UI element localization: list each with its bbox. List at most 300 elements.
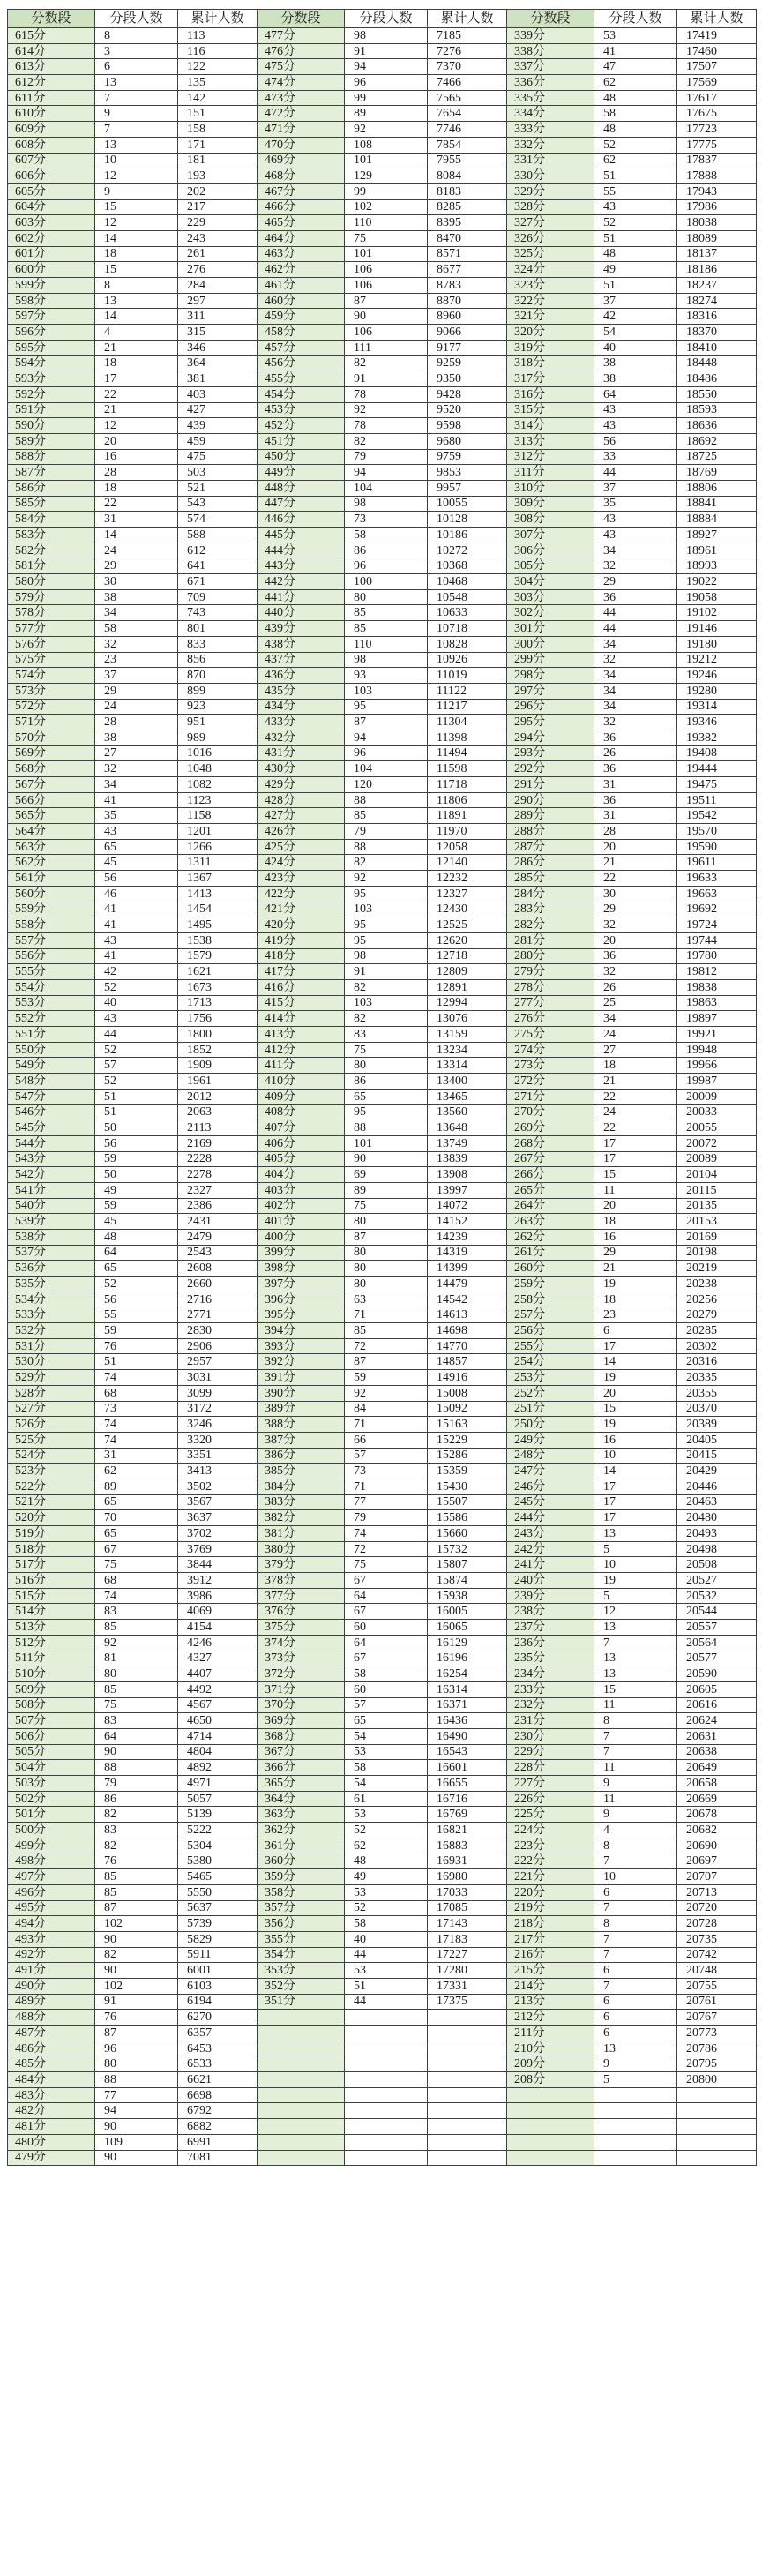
cumulative-cell-col3: 17617 <box>677 90 757 106</box>
score-cell-col1: 615分 <box>8 28 95 44</box>
count-cell-col1: 13 <box>95 293 178 309</box>
cumulative-cell-col2: 9066 <box>428 325 507 341</box>
cumulative-cell-col3: 20446 <box>677 1479 757 1494</box>
score-cell-col3: 238分 <box>507 1604 594 1620</box>
score-cell-col3: 293分 <box>507 745 594 761</box>
cumulative-cell-col2: 15229 <box>428 1432 507 1448</box>
cumulative-cell-col3: 20072 <box>677 1135 757 1151</box>
count-cell-col2: 82 <box>345 356 428 371</box>
cumulative-cell-col1: 743 <box>178 605 258 621</box>
cumulative-cell-col3: 20544 <box>677 1604 757 1620</box>
score-cell-col3: 322分 <box>507 293 594 309</box>
score-cell-col2: 439分 <box>258 621 345 637</box>
count-cell-col3: 48 <box>594 122 677 138</box>
score-cell-col3: 217分 <box>507 1931 594 1947</box>
cumulative-cell-col3: 20638 <box>677 1744 757 1760</box>
count-cell-col2: 88 <box>345 792 428 808</box>
count-cell-col2: 87 <box>345 1354 428 1370</box>
cumulative-cell-col2: 7276 <box>428 43 507 59</box>
count-cell-col2: 54 <box>345 1776 428 1792</box>
score-cell-col2: 395分 <box>258 1307 345 1323</box>
cumulative-cell-col2 <box>428 2026 507 2041</box>
cumulative-cell-col2: 9853 <box>428 465 507 481</box>
cumulative-cell-col1: 2012 <box>178 1089 258 1105</box>
score-cell-col3: 284分 <box>507 886 594 902</box>
score-cell-col3: 304分 <box>507 574 594 590</box>
table-row <box>8 2072 757 2088</box>
count-cell-col1: 35 <box>95 808 178 824</box>
score-cell-col2 <box>258 2041 345 2056</box>
score-cell-col1: 497分 <box>8 1869 95 1885</box>
score-cell-col3: 312分 <box>507 449 594 465</box>
count-cell-col3: 29 <box>594 1245 677 1261</box>
score-cell-col3: 324分 <box>507 262 594 278</box>
count-cell-col3: 56 <box>594 433 677 449</box>
cumulative-cell-col2: 8783 <box>428 278 507 294</box>
count-cell-col3: 36 <box>594 730 677 745</box>
score-cell-col3 <box>507 2134 594 2150</box>
cumulative-cell-col2: 12809 <box>428 964 507 980</box>
score-cell-col3: 243分 <box>507 1526 594 1542</box>
table-row <box>8 948 757 964</box>
cumulative-cell-col3: 18841 <box>677 496 757 512</box>
table-row <box>8 1916 757 1932</box>
count-cell-col2: 67 <box>345 1573 428 1589</box>
count-cell-col1: 65 <box>95 1261 178 1277</box>
count-cell-col1: 43 <box>95 1011 178 1027</box>
count-cell-col1: 83 <box>95 1604 178 1620</box>
count-cell-col3: 18 <box>594 1214 677 1230</box>
score-cell-col2: 377分 <box>258 1588 345 1604</box>
table-row <box>8 433 757 449</box>
count-cell-col3: 36 <box>594 589 677 605</box>
score-cell-col2: 385分 <box>258 1464 345 1479</box>
score-cell-col1: 500分 <box>8 1823 95 1838</box>
count-cell-col3: 22 <box>594 871 677 887</box>
score-cell-col1: 550分 <box>8 1042 95 1058</box>
cumulative-cell-col2 <box>428 2103 507 2119</box>
count-cell-col3: 7 <box>594 1900 677 1916</box>
count-cell-col2: 92 <box>345 1385 428 1401</box>
cumulative-cell-col3: 20616 <box>677 1697 757 1713</box>
score-cell-col1: 531分 <box>8 1338 95 1354</box>
cumulative-cell-col3: 20748 <box>677 1963 757 1979</box>
cumulative-cell-col2: 13749 <box>428 1135 507 1151</box>
cumulative-cell-col1: 671 <box>178 574 258 590</box>
count-cell-col3: 13 <box>594 1526 677 1542</box>
score-cell-col3: 246分 <box>507 1479 594 1494</box>
count-cell-col3: 52 <box>594 215 677 231</box>
score-cell-col1: 502分 <box>8 1791 95 1807</box>
header-cumulative-2: 累计人数 <box>428 10 507 28</box>
cumulative-cell-col1: 1800 <box>178 1027 258 1043</box>
score-cell-col1: 523分 <box>8 1464 95 1479</box>
count-cell-col3 <box>594 2134 677 2150</box>
score-cell-col1: 507分 <box>8 1713 95 1729</box>
table-row <box>8 2103 757 2119</box>
count-cell-col3: 16 <box>594 1432 677 1448</box>
cumulative-cell-col3: 19987 <box>677 1074 757 1090</box>
count-cell-col1: 81 <box>95 1651 178 1666</box>
cumulative-cell-col3: 19212 <box>677 652 757 668</box>
cumulative-cell-col2: 15359 <box>428 1464 507 1479</box>
cumulative-cell-col1: 311 <box>178 309 258 325</box>
score-cell-col1: 559分 <box>8 902 95 917</box>
count-cell-col1: 83 <box>95 1823 178 1838</box>
count-cell-col3: 30 <box>594 886 677 902</box>
score-cell-col2 <box>258 2026 345 2041</box>
cumulative-cell-col2: 16931 <box>428 1853 507 1869</box>
count-cell-col1: 34 <box>95 777 178 793</box>
count-cell-col1: 74 <box>95 1370 178 1386</box>
count-cell-col3: 27 <box>594 1042 677 1058</box>
count-cell-col1: 8 <box>95 28 178 44</box>
score-cell-col1: 488分 <box>8 2010 95 2026</box>
score-cell-col3: 319分 <box>507 340 594 356</box>
count-cell-col2: 64 <box>345 1635 428 1651</box>
score-cell-col3: 286分 <box>507 855 594 871</box>
count-cell-col3: 22 <box>594 1089 677 1105</box>
count-cell-col1: 73 <box>95 1401 178 1417</box>
score-cell-col1: 608分 <box>8 137 95 153</box>
score-cell-col3: 320分 <box>507 325 594 341</box>
cumulative-cell-col2: 13465 <box>428 1089 507 1105</box>
score-cell-col1: 485分 <box>8 2056 95 2072</box>
cumulative-cell-col1: 1756 <box>178 1011 258 1027</box>
count-cell-col2: 98 <box>345 496 428 512</box>
table-row <box>8 2134 757 2150</box>
score-cell-col2: 417分 <box>258 964 345 980</box>
score-cell-col2: 378分 <box>258 1573 345 1589</box>
count-cell-col3: 62 <box>594 153 677 168</box>
table-row <box>8 824 757 840</box>
count-cell-col2: 80 <box>345 589 428 605</box>
count-cell-col3: 15 <box>594 1681 677 1697</box>
count-cell-col3: 19 <box>594 1277 677 1292</box>
count-cell-col2: 69 <box>345 1167 428 1183</box>
cumulative-cell-col2: 16196 <box>428 1651 507 1666</box>
cumulative-cell-col2: 16601 <box>428 1760 507 1776</box>
score-cell-col2: 368分 <box>258 1728 345 1744</box>
cumulative-cell-col2: 9957 <box>428 480 507 496</box>
table-row <box>8 1058 757 1074</box>
cumulative-cell-col3: 19180 <box>677 636 757 652</box>
score-cell-col2: 450分 <box>258 449 345 465</box>
score-cell-col3: 216分 <box>507 1947 594 1963</box>
score-cell-col1: 595分 <box>8 340 95 356</box>
cumulative-cell-col2 <box>428 2119 507 2135</box>
score-cell-col1: 545分 <box>8 1120 95 1136</box>
score-cell-col3: 260分 <box>507 1261 594 1277</box>
cumulative-cell-col3 <box>677 2087 757 2103</box>
score-cell-col2: 386分 <box>258 1448 345 1464</box>
cumulative-cell-col3: 20238 <box>677 1277 757 1292</box>
score-cell-col1: 576分 <box>8 636 95 652</box>
score-cell-col2: 456分 <box>258 356 345 371</box>
score-cell-col3: 306分 <box>507 543 594 558</box>
count-cell-col2: 89 <box>345 1182 428 1198</box>
count-cell-col2 <box>345 2072 428 2088</box>
table-row <box>8 1541 757 1557</box>
count-cell-col3: 55 <box>594 183 677 199</box>
score-cell-col2: 428分 <box>258 792 345 808</box>
cumulative-cell-col1: 1158 <box>178 808 258 824</box>
score-cell-col1: 572分 <box>8 699 95 715</box>
cumulative-cell-col2: 7854 <box>428 137 507 153</box>
score-cell-col1: 534分 <box>8 1292 95 1307</box>
cumulative-cell-col3: 20795 <box>677 2056 757 2072</box>
count-cell-col2: 53 <box>345 1884 428 1900</box>
cumulative-cell-col3: 19382 <box>677 730 757 745</box>
cumulative-cell-col3: 17507 <box>677 59 757 75</box>
score-cell-col2: 411分 <box>258 1058 345 1074</box>
score-cell-col1: 562分 <box>8 855 95 871</box>
score-cell-col2: 392分 <box>258 1354 345 1370</box>
cumulative-cell-col1: 4492 <box>178 1681 258 1697</box>
score-cell-col3: 268分 <box>507 1135 594 1151</box>
score-cell-col3: 209分 <box>507 2056 594 2072</box>
table-row <box>8 979 757 995</box>
cumulative-cell-col1: 2543 <box>178 1245 258 1261</box>
score-cell-col2: 414分 <box>258 1011 345 1027</box>
count-cell-col1: 50 <box>95 1167 178 1183</box>
cumulative-cell-col1: 4971 <box>178 1776 258 1792</box>
score-cell-col1: 566分 <box>8 792 95 808</box>
count-cell-col1: 43 <box>95 824 178 840</box>
cumulative-cell-col1: 6453 <box>178 2041 258 2056</box>
cumulative-cell-col1: 5637 <box>178 1900 258 1916</box>
count-cell-col2: 103 <box>345 683 428 699</box>
cumulative-cell-col3: 20564 <box>677 1635 757 1651</box>
score-cell-col1: 586分 <box>8 480 95 496</box>
table-row <box>8 1978 757 1994</box>
cumulative-cell-col3: 19102 <box>677 605 757 621</box>
count-cell-col2: 60 <box>345 1620 428 1636</box>
score-cell-col3: 271分 <box>507 1089 594 1105</box>
score-cell-col2: 375分 <box>258 1620 345 1636</box>
score-cell-col1: 536分 <box>8 1261 95 1277</box>
count-cell-col1: 76 <box>95 2010 178 2026</box>
table-row <box>8 745 757 761</box>
cumulative-cell-col3: 18725 <box>677 449 757 465</box>
count-cell-col3: 12 <box>594 1604 677 1620</box>
score-cell-col1: 565分 <box>8 808 95 824</box>
count-cell-col2: 87 <box>345 293 428 309</box>
cumulative-cell-col2: 9259 <box>428 356 507 371</box>
score-cell-col1: 505分 <box>8 1744 95 1760</box>
cumulative-cell-col3: 19022 <box>677 574 757 590</box>
table-row <box>8 137 757 153</box>
count-cell-col1: 18 <box>95 356 178 371</box>
cumulative-cell-col3: 18486 <box>677 371 757 387</box>
score-cell-col2: 437分 <box>258 652 345 668</box>
score-cell-col3: 241分 <box>507 1557 594 1573</box>
cumulative-cell-col3: 20690 <box>677 1838 757 1853</box>
cumulative-cell-col3: 20649 <box>677 1760 757 1776</box>
count-cell-col1: 38 <box>95 589 178 605</box>
count-cell-col1: 41 <box>95 917 178 933</box>
count-cell-col2: 44 <box>345 1947 428 1963</box>
score-cell-col3: 252分 <box>507 1385 594 1401</box>
cumulative-cell-col2: 14479 <box>428 1277 507 1292</box>
cumulative-cell-col3: 20761 <box>677 1994 757 2010</box>
score-cell-col1: 591分 <box>8 402 95 418</box>
cumulative-cell-col1: 641 <box>178 558 258 574</box>
cumulative-cell-col3: 18137 <box>677 246 757 262</box>
table-row <box>8 371 757 387</box>
count-cell-col1: 90 <box>95 1931 178 1947</box>
count-cell-col2: 101 <box>345 246 428 262</box>
count-cell-col3: 26 <box>594 979 677 995</box>
cumulative-cell-col1: 4069 <box>178 1604 258 1620</box>
count-cell-col1: 31 <box>95 1448 178 1464</box>
score-cell-col3: 250分 <box>507 1417 594 1433</box>
cumulative-cell-col2: 8183 <box>428 183 507 199</box>
cumulative-cell-col1: 171 <box>178 137 258 153</box>
cumulative-cell-col2: 14770 <box>428 1338 507 1354</box>
score-cell-col2: 440分 <box>258 605 345 621</box>
cumulative-cell-col1: 3099 <box>178 1385 258 1401</box>
count-cell-col1: 51 <box>95 1105 178 1120</box>
cumulative-cell-col1: 6698 <box>178 2087 258 2103</box>
count-cell-col3: 44 <box>594 621 677 637</box>
table-row <box>8 449 757 465</box>
count-cell-col2: 98 <box>345 948 428 964</box>
cumulative-cell-col2 <box>428 2041 507 2056</box>
count-cell-col1: 49 <box>95 1182 178 1198</box>
score-cell-col2: 445分 <box>258 528 345 543</box>
score-cell-col1: 483分 <box>8 2087 95 2103</box>
cumulative-cell-col1: 5739 <box>178 1916 258 1932</box>
cumulative-cell-col1: 2830 <box>178 1323 258 1339</box>
count-cell-col3: 64 <box>594 386 677 402</box>
count-cell-col3: 26 <box>594 745 677 761</box>
count-cell-col2: 103 <box>345 902 428 917</box>
score-cell-col3: 255分 <box>507 1338 594 1354</box>
score-cell-col3: 337分 <box>507 59 594 75</box>
table-row <box>8 28 757 44</box>
cumulative-cell-col2: 13839 <box>428 1151 507 1167</box>
count-cell-col2: 71 <box>345 1307 428 1323</box>
count-cell-col1: 24 <box>95 543 178 558</box>
score-cell-col3: 254分 <box>507 1354 594 1370</box>
count-cell-col1: 87 <box>95 1900 178 1916</box>
score-cell-col2 <box>258 2119 345 2135</box>
count-cell-col1: 56 <box>95 871 178 887</box>
score-cell-col2: 358分 <box>258 1884 345 1900</box>
count-cell-col2: 80 <box>345 1214 428 1230</box>
table-row <box>8 340 757 356</box>
count-cell-col3: 13 <box>594 1651 677 1666</box>
table-row <box>8 309 757 325</box>
score-cell-col2: 452分 <box>258 418 345 434</box>
cumulative-cell-col1: 5550 <box>178 1884 258 1900</box>
cumulative-cell-col3: 19058 <box>677 589 757 605</box>
score-cell-col3: 317分 <box>507 371 594 387</box>
score-cell-col2: 444分 <box>258 543 345 558</box>
cumulative-cell-col1: 3637 <box>178 1510 258 1526</box>
score-cell-col2: 432分 <box>258 730 345 745</box>
score-cell-col1: 580分 <box>8 574 95 590</box>
cumulative-cell-col1: 229 <box>178 215 258 231</box>
score-cell-col3: 236分 <box>507 1635 594 1651</box>
count-cell-col3: 9 <box>594 1776 677 1792</box>
count-cell-col2: 102 <box>345 199 428 215</box>
count-cell-col1: 77 <box>95 2087 178 2103</box>
count-cell-col3: 34 <box>594 636 677 652</box>
count-cell-col1: 102 <box>95 1978 178 1994</box>
score-cell-col2: 422分 <box>258 886 345 902</box>
cumulative-cell-col2: 8870 <box>428 293 507 309</box>
cumulative-cell-col1: 5380 <box>178 1853 258 1869</box>
cumulative-cell-col1: 4407 <box>178 1666 258 1682</box>
cumulative-cell-col2: 11019 <box>428 668 507 684</box>
score-cell-col3: 296分 <box>507 699 594 715</box>
count-cell-col3: 18 <box>594 1292 677 1307</box>
count-cell-col3: 32 <box>594 715 677 730</box>
score-cell-col3: 326分 <box>507 230 594 246</box>
cumulative-cell-col3: 20198 <box>677 1245 757 1261</box>
cumulative-cell-col2: 12140 <box>428 855 507 871</box>
count-cell-col1: 90 <box>95 1744 178 1760</box>
score-cell-col2: 364分 <box>258 1791 345 1807</box>
cumulative-cell-col2: 7654 <box>428 106 507 122</box>
score-cell-col1: 583分 <box>8 528 95 543</box>
score-cell-col1: 584分 <box>8 512 95 528</box>
table-row <box>8 886 757 902</box>
cumulative-cell-col2: 17143 <box>428 1916 507 1932</box>
cumulative-cell-col2: 10718 <box>428 621 507 637</box>
score-cell-col3: 301分 <box>507 621 594 637</box>
count-cell-col3: 51 <box>594 278 677 294</box>
score-cell-col2: 382分 <box>258 1510 345 1526</box>
count-cell-col3: 43 <box>594 528 677 543</box>
table-row <box>8 168 757 184</box>
count-cell-col3: 20 <box>594 1385 677 1401</box>
cumulative-cell-col2: 9680 <box>428 433 507 449</box>
score-cell-col3: 308分 <box>507 512 594 528</box>
score-cell-col3: 242分 <box>507 1541 594 1557</box>
cumulative-cell-col2: 8470 <box>428 230 507 246</box>
cumulative-cell-col3: 20429 <box>677 1464 757 1479</box>
cumulative-cell-col1: 3502 <box>178 1479 258 1494</box>
count-cell-col1: 32 <box>95 761 178 777</box>
table-row <box>8 902 757 917</box>
count-cell-col3: 41 <box>594 43 677 59</box>
table-row <box>8 1791 757 1807</box>
count-cell-col3: 35 <box>594 496 677 512</box>
table-row <box>8 512 757 528</box>
count-cell-col1: 9 <box>95 183 178 199</box>
count-cell-col1: 37 <box>95 668 178 684</box>
cumulative-cell-col3: 19280 <box>677 683 757 699</box>
cumulative-cell-col1: 1367 <box>178 871 258 887</box>
score-cell-col1: 547分 <box>8 1089 95 1105</box>
score-cell-col3: 292分 <box>507 761 594 777</box>
cumulative-cell-col3: 19246 <box>677 668 757 684</box>
count-cell-col2: 88 <box>345 839 428 855</box>
score-cell-col1: 578分 <box>8 605 95 621</box>
count-cell-col1: 10 <box>95 153 178 168</box>
score-cell-col1: 609分 <box>8 122 95 138</box>
table-row <box>8 1681 757 1697</box>
cumulative-cell-col3: 20527 <box>677 1573 757 1589</box>
count-cell-col1: 57 <box>95 1058 178 1074</box>
table-row <box>8 2119 757 2135</box>
cumulative-cell-col3: 18274 <box>677 293 757 309</box>
cumulative-cell-col2: 9759 <box>428 449 507 465</box>
score-cell-col3: 245分 <box>507 1494 594 1510</box>
